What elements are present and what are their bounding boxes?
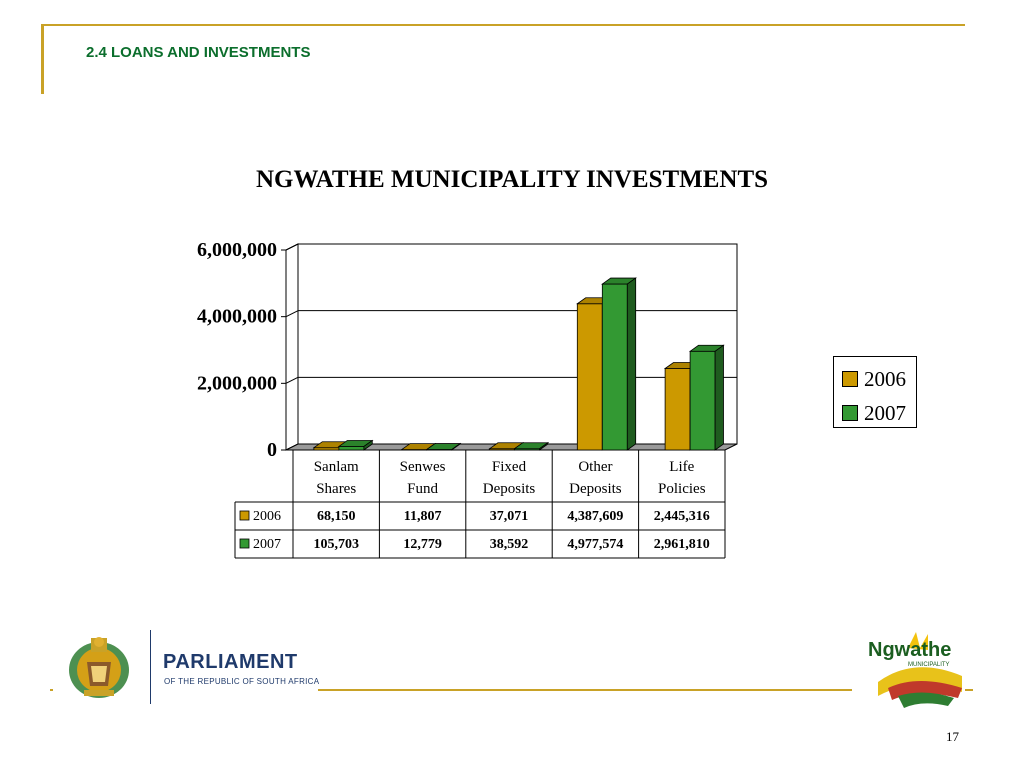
bar-2007-0 [339, 446, 364, 450]
y-tick-label: 6,000,000 [197, 239, 277, 261]
parliament-subtitle: OF THE REPUBLIC OF SOUTH AFRICA [164, 677, 320, 686]
x-tick-label: Life [669, 459, 695, 475]
data-label: 68,150 [316, 509, 356, 524]
footer-rule-left [50, 689, 53, 691]
slide-frame-left [41, 24, 44, 94]
x-tick-label: Deposits [569, 481, 622, 497]
data-label: 11,807 [403, 509, 442, 524]
x-tick-label: Policies [658, 481, 706, 497]
legend-item-2007 [842, 401, 906, 425]
bar-2006-4 [665, 368, 690, 450]
bar-side-2007-3 [627, 278, 635, 450]
data-label: 2,445,316 [653, 509, 710, 524]
x-tick-label: Fixed [491, 459, 527, 475]
x-tick-label: Sanlam [313, 459, 359, 475]
y-tick-label: 0 [267, 439, 277, 461]
legend-swatch-2006 [842, 371, 858, 387]
section-title: 2.4 LOANS AND INVESTMENTS [86, 44, 311, 61]
data-label: 4,977,574 [567, 537, 624, 552]
parliament-coat-of-arms-logo [66, 630, 132, 702]
table-legend-swatch-2007 [240, 539, 249, 548]
bar-chart [180, 230, 750, 565]
data-label: 12,779 [403, 537, 442, 552]
legend-label-2007: 2007 [864, 401, 906, 425]
table-series-label-2007: 2007 [253, 537, 281, 552]
page-number: 17 [946, 729, 959, 744]
footer-rule [318, 689, 852, 691]
bar-2007-4 [690, 351, 715, 450]
svg-text:Ngwathe: Ngwathe [868, 639, 952, 661]
data-label: 38,592 [489, 537, 529, 552]
logo-divider [150, 630, 151, 704]
x-tick-label: Other [578, 459, 613, 475]
svg-text:MUNICIPALITY: MUNICIPALITY [908, 662, 950, 668]
x-tick-label: Fund [407, 481, 439, 497]
legend-swatch-2007 [842, 405, 858, 421]
slide-frame-top [41, 24, 965, 26]
y-tick-label: 4,000,000 [197, 305, 277, 328]
data-label: 37,071 [489, 509, 529, 524]
x-tick-label: Senwes [399, 459, 446, 475]
table-series-label-2006: 2006 [253, 509, 281, 524]
legend-label-2006: 2006 [864, 367, 906, 391]
bar-2006-3 [577, 304, 602, 450]
x-tick-label: Deposits [482, 481, 536, 497]
data-label: 4,387,609 [567, 509, 624, 524]
bar-2007-3 [602, 284, 627, 450]
chart-title: NGWATHE MUNICIPALITY INVESTMENTS [255, 166, 769, 193]
table-legend-swatch-2006 [240, 511, 249, 520]
y-tick-label: 2,000,000 [197, 372, 277, 395]
data-label: 105,703 [313, 537, 359, 552]
chart-legend [833, 356, 917, 428]
plot-left-wall [286, 244, 298, 450]
bar-side-2007-4 [715, 345, 723, 450]
ngwathe-municipality-logo [858, 626, 970, 710]
x-tick-label: Shares [316, 481, 357, 497]
parliament-name: PARLIAMENT [163, 651, 298, 673]
data-label: 2,961,810 [653, 537, 710, 552]
legend-item-2006 [842, 367, 906, 391]
